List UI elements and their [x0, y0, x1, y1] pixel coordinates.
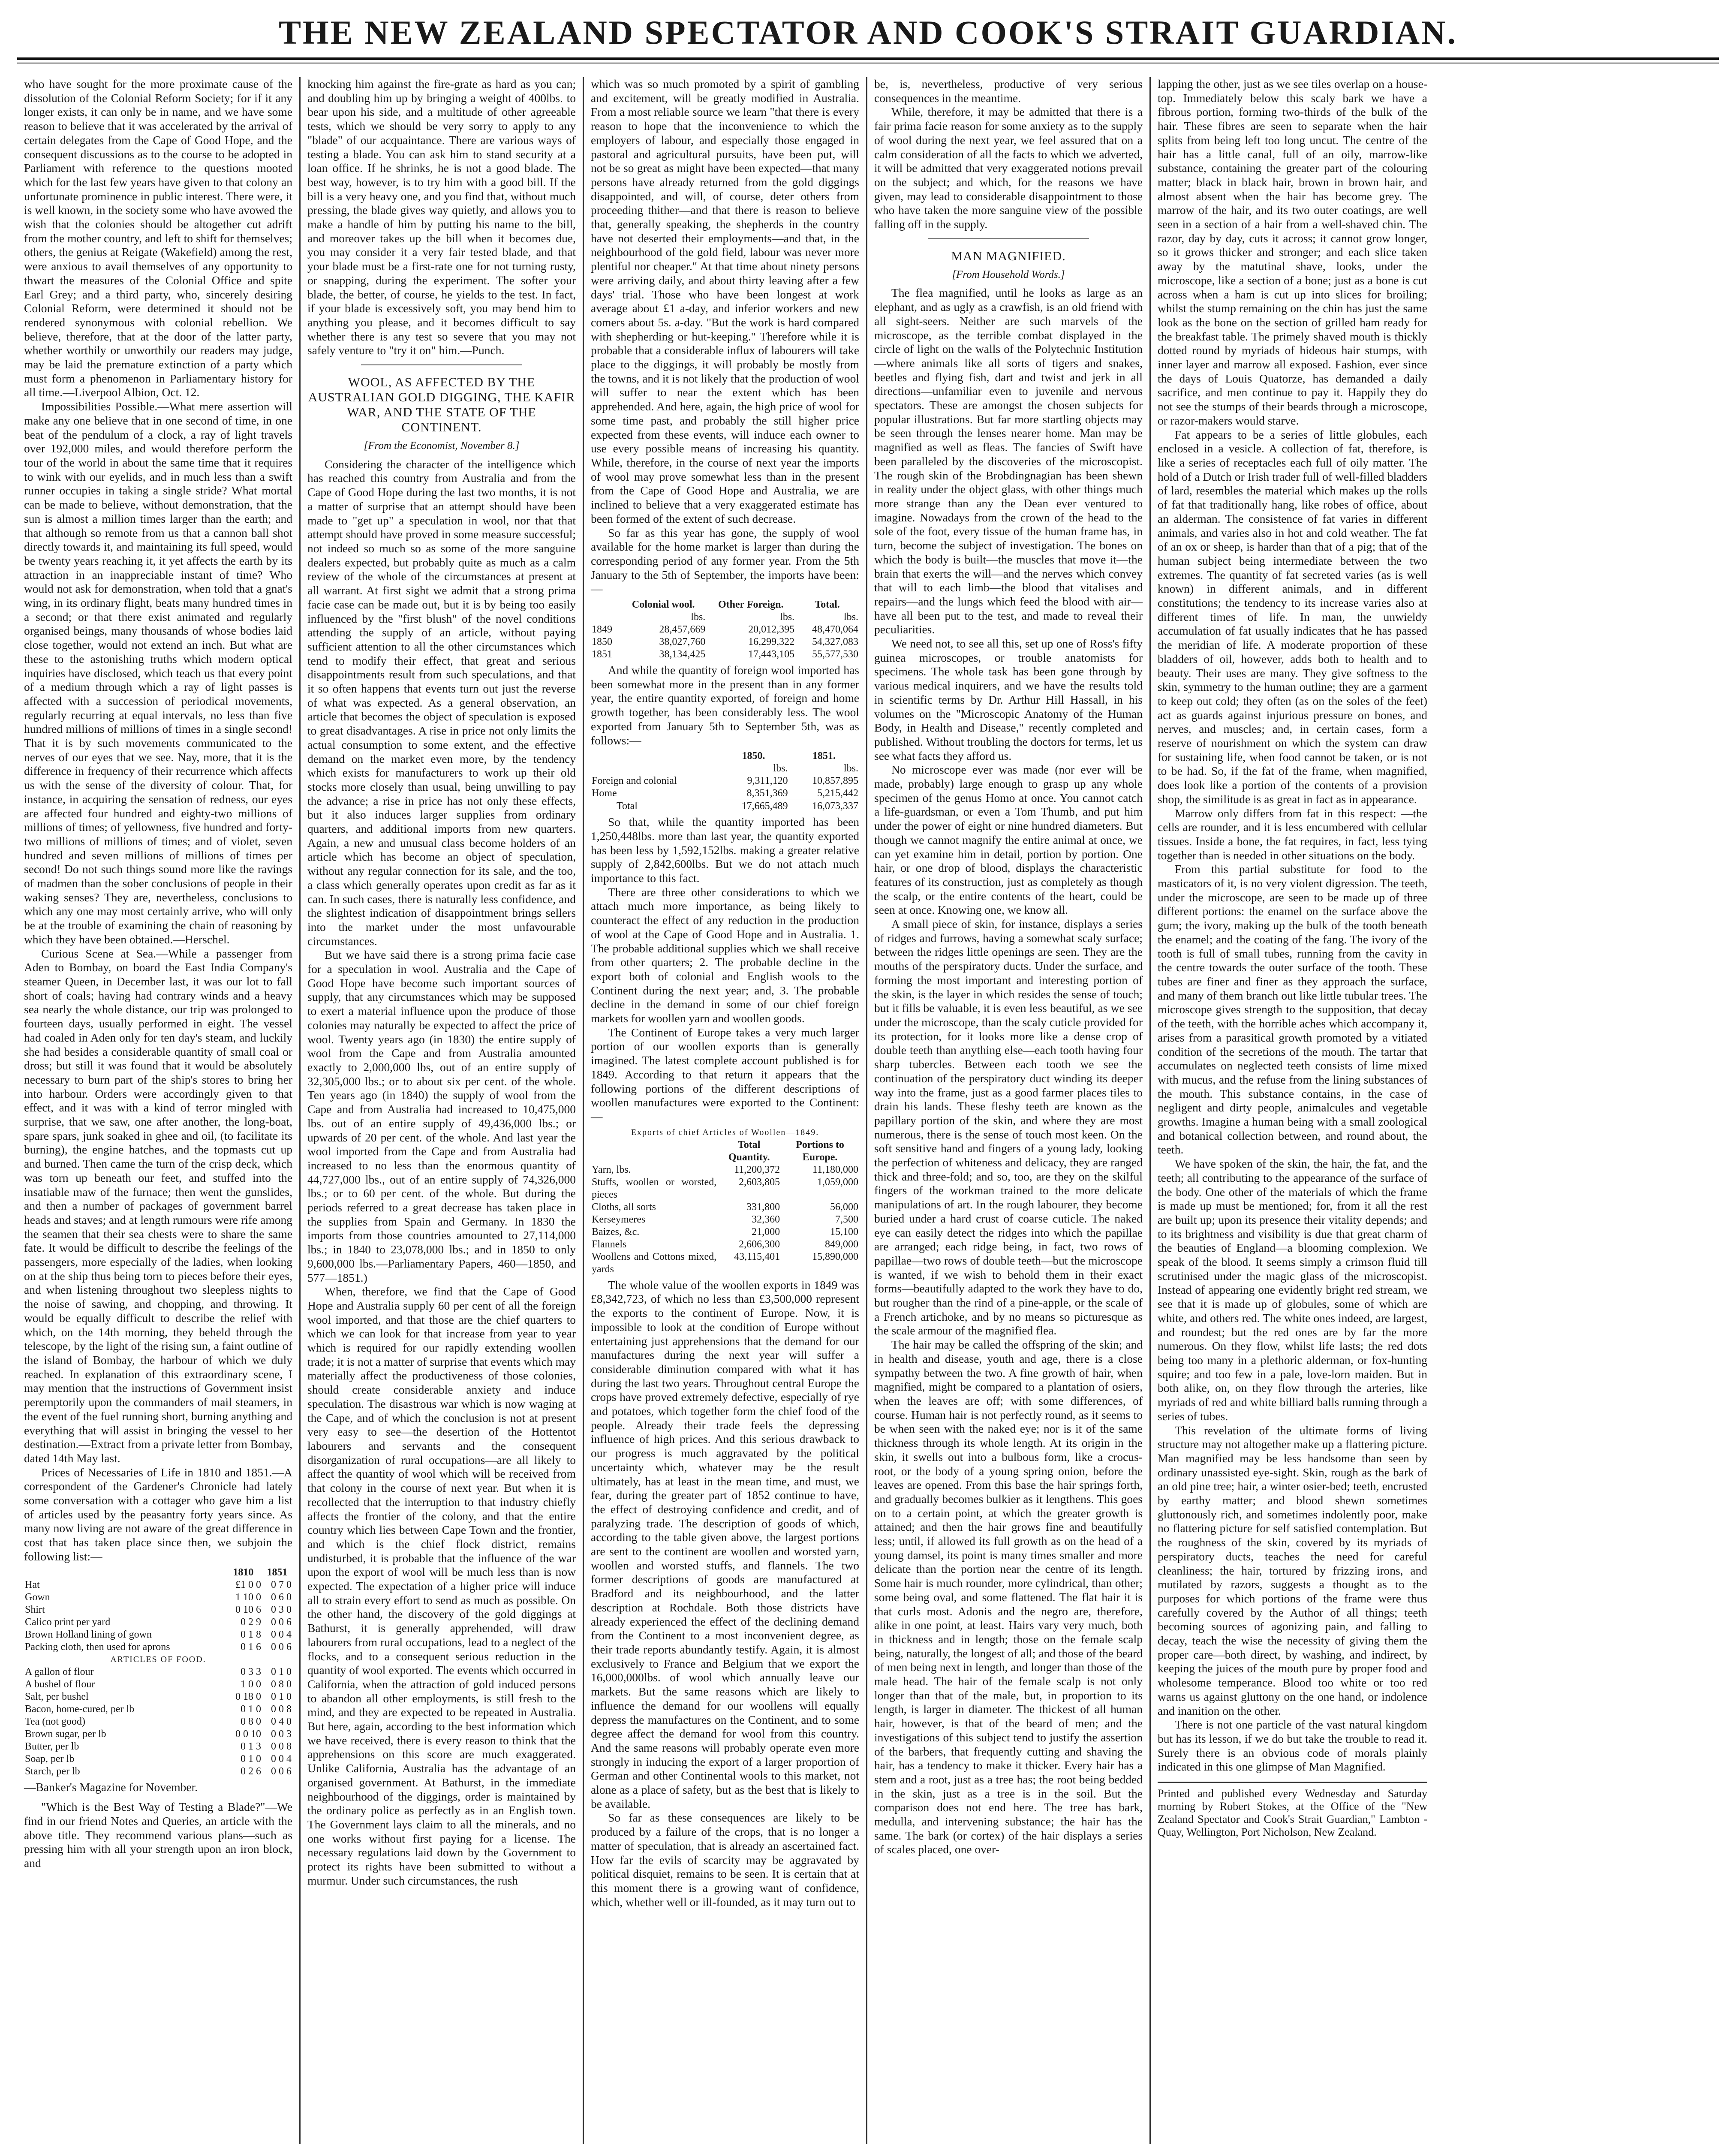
cell: 0 3 0 — [271, 1604, 292, 1615]
table-row — [591, 1164, 859, 1176]
cell: 11,200,372 — [734, 1164, 780, 1175]
cell: 0 1 0 — [241, 1703, 261, 1715]
article-source: [From Household Words.] — [952, 268, 1065, 280]
article-text: When, therefore, we find that the Cape of Good Hope and Australia supply 60 per cent of all the foreign wool imported, and that those are the chief quarters to which we can look for that increase from year to year which is required for our rapidly extending woollen trade; it is not a matter of surprise that events which may materially affect the productiveness of those colonies, should create considerable anxiety and induce speculation. The disastrous war which is now waging at the Cape, and of which the conclusion is not at present very easy to see—the desertion of the Hottentot labourers and servants and the consequent disorganization of rural occupations—are all likely to affect the quantity of wool which will be received from that colony in the course of next year. But when it is recollected that the interruption to that industry chiefly affects the frontier of the colony, and that the entire country which lies between Cape Town and the frontier, and which is the chief flock district, remains undisturbed, it is probable that the influence of the war upon the export of wool will be much less than is now expected. The expectation of a higher price will induce all to strain every effort to send as much as possible. On the other hand, the discovery of the gold diggings at Bathurst, it is generally apprehended, will draw labourers from rural occupations, lead to a neglect of the flocks, and to a consequent serious reduction in the quantity of wool exported. The events which occurred in California, when the attraction of gold induced persons to abandon all other employments, is still fresh to the mind, and they are expected to be repeated in Australia. But here, again, according to the best information which we have received, there is every reason to think that the apprehensions on this score are much exaggerated. Unlike California, Australia has the advantage of an organised government. At Bathurst, in the immediate neighbourhood of the diggings, order is maintained by the ordinary police as perfectly as in an English town. The Government lays claim to all the minerals, and no one works without first paying for a license. The necessary regulations laid down by the Government to protect its rights have been submitted to without a murmur. Under such circumstances, the rush — [307, 1285, 576, 1887]
row-label: Kerseymeres — [592, 1214, 646, 1225]
row-label: Shirt — [25, 1604, 45, 1615]
table-header — [24, 1566, 292, 1579]
cell: 0 1 3 — [241, 1740, 261, 1752]
row-label: Calico print per yard — [25, 1616, 111, 1628]
row-label: Brown Holland lining of gown — [25, 1629, 152, 1640]
article-text: No microscope ever was made (nor ever will be made, probably) large enough to grasp up any whole specimen of the genus Homo at once. You cannot catch a life-guardsman, or even a Tom Thumb, and put him under the power of eight or nine hundred diameters. But though we cannot magnify the entire animal at once, we can yet examine him in detail, portion by portion. One hair, or one drop of blood, displays the characteristic features of its construction, just as completely as though the scalp, or the entire contents of the heart, could be seen at once. Knowing one, we know all. — [874, 763, 1143, 917]
cell: 55,577,530 — [812, 649, 858, 660]
row-label: Packing cloth, then used for aprons — [25, 1641, 170, 1653]
wool-imports-table — [591, 599, 859, 661]
table-row — [591, 1238, 859, 1251]
column-3 — [584, 77, 867, 2144]
cell: 0 7 0 — [271, 1579, 292, 1590]
row-label: Stuffs, woollen or worsted, pieces — [592, 1176, 717, 1200]
row-label: 1851 — [592, 649, 612, 660]
column-header: 1850. — [742, 750, 765, 762]
cell: 10,857,895 — [812, 775, 858, 787]
table-subheader — [24, 1653, 292, 1666]
cell: 1,059,000 — [817, 1176, 858, 1188]
row-label: Brown sugar, per lb — [25, 1728, 106, 1740]
article-text: "Which is the Best Way of Testing a Blade?"—We find in our friend Notes and Queries, an article with the above title. They recommend various plans—such as pressing him with all your strength upon an iron block, and — [24, 1800, 292, 1870]
column-header: 1851 — [267, 1566, 288, 1578]
cell: 48,470,064 — [812, 624, 858, 635]
table-row — [24, 1740, 292, 1753]
cell: 9,311,120 — [747, 775, 788, 787]
column-5 — [1151, 77, 1434, 2144]
column-header: Total Quantity. — [728, 1139, 770, 1163]
article-headline: MAN MAGNIFIED. — [951, 249, 1066, 263]
table-total — [591, 800, 859, 813]
section-divider — [361, 364, 522, 365]
cell: 16,299,322 — [748, 636, 795, 648]
unit: lbs. — [773, 763, 788, 774]
table-row — [591, 787, 859, 800]
column-header: 1851. — [812, 750, 836, 762]
article-source: [From the Economist, November 8.] — [364, 440, 520, 452]
cell: 0 1 8 — [241, 1629, 261, 1640]
article-text: Considering the character of the intelligence which has reached this country from Australia and from the Cape of Good Hope during the last two months, it is not a matter of surprise that an attempt should have been made to "get up" a speculation in wool, nor that that attempt should have proved in some measure successful; not indeed so much so as some of the more sanguine dealers expected, but probably quite as much as a calm review of the whole of the circumstances at present at all warrant. At first sight we admit that a strong prima facie case can be made out, but it is by being too easily influenced by the "first blush" of the novel conditions attending the supply of an article, without paying sufficient attention to all the other circumstances which tend to modify their effect, that great and serious disappointments result from such speculations, and that it so often happens that events turn out just the reverse of what was expected. As a general observation, an article that becomes the object of speculation is exposed to great disadvantages. A rise in price not only limits the actual consumption to some extent, and the effective demand on the market even more, by the tendency which exists for manufacturers to work up their old stocks more closely than usual, being unwilling to pay the advance; a rise in price has not only these effects, but it also induces larger supplies from ordinary quarters, and additional imports from new quarters. Again, a new and unusual class become holders of an article which has become an object of speculation, without any regular connection for its sale, and the too, a class which generally operates upon credit as far as it can. In such cases, there is naturally less confidence, and the slightest indication of disappointment brings sellers into the market under the most unfavourable circumstances. — [307, 457, 576, 948]
cell: 0 0 4 — [271, 1753, 292, 1765]
cell: 28,457,669 — [659, 624, 706, 635]
row-label: Cloths, all sorts — [592, 1201, 656, 1213]
wool-exports-table — [591, 750, 859, 813]
column-header: 1810 — [233, 1566, 254, 1578]
table-row — [591, 1226, 859, 1238]
cell: 0 0 3 — [271, 1728, 292, 1740]
article-text: There are three other considerations to which we attach much more importance, as being likely to counteract the effect of any reduction in the production of wool at the Cape of Good Hope and in Australia. 1. The probable additional supplies which we shall receive from other quarters; 2. The probable decline in the export both of colonial and English wools to the Continent during the next year; and, 3. The probable decline in the demand in some of our chief foreign markets for woollen yarn and woollen goods. — [591, 885, 859, 1025]
table-row — [591, 1251, 859, 1276]
table-row — [24, 1691, 292, 1703]
cell: 0 18 0 — [235, 1691, 261, 1702]
table-row — [24, 1753, 292, 1765]
table-header — [591, 599, 859, 611]
article-text: There is not one particle of the vast natural kingdom but has its lesson, if we do but take the trouble to read it. Surely there is an obvious code of morals plainly indicated in this one glimpse of Man Magnified. — [1158, 1718, 1427, 1774]
cell: 2,603,805 — [739, 1176, 780, 1188]
cell: 56,000 — [830, 1201, 858, 1213]
unit: lbs. — [843, 763, 858, 774]
table-row — [24, 1703, 292, 1716]
row-label: Flannels — [592, 1238, 627, 1250]
table-row — [24, 1579, 292, 1591]
table-header — [591, 750, 859, 762]
table-row — [591, 1214, 859, 1226]
table-row — [591, 1176, 859, 1201]
cell: £1 0 0 — [235, 1579, 261, 1590]
row-label: Soap, per lb — [25, 1753, 75, 1765]
row-label: Foreign and colonial — [592, 775, 677, 787]
table-row — [591, 648, 859, 661]
table-row — [24, 1765, 292, 1778]
cell: 331,800 — [746, 1201, 780, 1213]
cell: 43,115,401 — [734, 1251, 780, 1262]
article-text: lapping the other, just as we see tiles overlap on a house-top. Immediately below this scaly bark we have a fibrous portion, forming two-thirds of the bulk of the hair. These fibres are seen to separate when the hair splits from being left too long uncut. The centre of the hair has a little canal, full of an oily, marrow-like substance, containing the greater part of the colouring matter; black in black hair, brown in brown hair, and almost absent when the hair has become grey. The marrow of the hair, and its two outer coatings, are well seen in a section of a hair from a well-shaved chin. The razor, day by day, cuts it across; it cannot grow longer, so it grows thicker and stronger; and each slice taken away by the matutinal shave, looks, under the microscope, like a section of a bone; just as a bone is cut across when a ham is cut up into slices for broiling; whilst the stump remaining on the chin has just the same look as the bone on the section of grilled ham ready for the breakfast table. The primely shaved mouth is thickly dotted round by myriads of hideous hair stumps, with inner layer and marrow all exposed. Fashion, ever since the days of Louis Quatorze, has demanded a daily sacrifice, and men continue to pay it. Happily they do not see the stumps of their beards through a microscope, or razor-makers would starve. — [1158, 77, 1427, 427]
masthead — [17, 12, 1719, 53]
cell: 0 2 9 — [241, 1616, 261, 1628]
article-text: Marrow only differs from fat in this respect: —the cells are rounder, and it is less encumbered with cellular tissues. Inside a bone, the fat requires, in fact, less tying together than is needed in other situations on the body. — [1158, 806, 1427, 862]
table-row — [591, 1201, 859, 1214]
publisher-imprint: Printed and published every Wednesday and Saturday morning by Robert Stokes, at the Office of the "New Zealand Spectator and Cook's Strait Guardian," Lambton - Quay, Wellington, Port Nicholson, New Zealand. — [1158, 1782, 1427, 1839]
article-text: which was so much promoted by a spirit of gambling and excitement, will be greatly modified in Australia. From a most reliable source we learn "that there is every reason to hope that the inconvenience to which the employers of labour, and especially those engaged in pastoral and agricultural pursuits, have been put, will not be so great as might have been expected—that many persons have already returned from the gold diggings disappointed, and will, of course, deter others from proceeding thither—and that there is reason to believe that, generally speaking, the shepherds in the country have not deserted their employments—and that, in the neighbourhood of the gold field, labour was never more plentiful nor cheaper." At that time about ninety persons were arriving daily, and about thirty leaving after a few days' trial. Those who have been longest at work average about £1 a-day, and inferior workers and new comers about 5s. a-day. "But the work is hard compared with shepherding or hut-keeping." Therefore while it is probable that a considerable influx of labourers will take place to the diggings, it will probably be mostly from the towns, and it is not likely that the production of wool will suffer to near the extent which has been apprehended. And here, again, the high price of wool for some time past, and probably the still higher price expected from these events, will induce each owner to use every possible means of increasing his quantity. While, therefore, in the course of next year the imports of wool may prove somewhat less than in the present from the Cape of Good Hope and Australia, we are inclined to believe that a very exaggerated estimate has been formed of the extent of such decrease. — [591, 77, 859, 525]
subheader: ARTICLES OF FOOD. — [110, 1654, 206, 1664]
row-label: Butter, per lb — [25, 1740, 79, 1752]
article-text: So far as these consequences are likely to be produced by a failure of the crops, that is no longer a matter of speculation, that is already an ascertained fact. How far the evils of scarcity may be aggravated by political disquiet, remains to be seen. It is certain that at this moment there is a growing want of confidence, which, whether well or ill-founded, as it may turn out to — [591, 1811, 859, 1909]
column-header: Colonial wool. — [632, 599, 695, 611]
cell: 54,327,083 — [812, 636, 858, 648]
article-text: The flea magnified, until he looks as large as an elephant, and as ugly as a crawfish, is an old friend with all sight-seers. Neither are such marvels of the microscope, as the terrible combat displayed in the circle of light on the walls of the Polytechnic Institution—where animals like all sorts of tigers and snakes, beetles and flying fish, dart and twist and jerk in all directions—unfamiliar even to juvenile and nervous spectators. These are amongst the chosen subjects for popular illustrations. But far more startling objects may be seen through the lenses nearer home. Man may be magnified as well as fleas. The fancies of Swift have been paralleled by the discoveries of the microscopist. The rough skin of the Brobdingnagian has been shewn in reality under the object glass, with other things much more strange than any the Dean ever ventured to imagine. Nowadays from the crown of the head to the sole of the foot, every tissue of the human frame has, in turn, become the subject of investigation. The bones on which the body is built—the muscles that move it—the brain that exerts the will—and the nerves which convey that will to each limb—the blood that vitalises and repairs—and the lungs which feed the blood with air—have all been put to the test, and made to reveal their peculiarities. — [874, 286, 1143, 636]
row-label: A bushel of flour — [25, 1678, 95, 1690]
cell: 0 1 0 — [271, 1666, 292, 1677]
article-text: But we have said there is a strong prima facie case for a speculation in wool. Australia and the Cape of Good Hope have become such important sources of supply, that any circumstances which may be supposed to exert a material influence upon the produce of those colonies may naturally be expected to affect the price of wool. Twenty years ago (in 1830) the entire supply of wool from the Cape and from Australia amounted exactly to 2,000,000 lbs, out of an entire supply of 32,305,000 lbs.; or to about six per cent. of the whole. Ten years ago (in 1840) the supply of wool from the Cape and from Australia had increased to 10,475,000 lbs. out of an entire supply of 49,436,000 lbs.; or upwards of 20 per cent. of the whole. And last year the wool imported from the Cape and from Australia had increased to no less than the enormous quantity of 44,727,000 lbs., out of an entire supply of 74,326,000 lbs.; or to 60 per cent. of the whole. But during the periods referred to a great decrease has taken place in the supplies from Spain and Germany. In 1830 the imports from those countries amounted to 27,114,000 lbs.; in 1840 to 23,078,000 lbs.; and in 1850 to only 9,600,000 lbs.—Parliamentary Papers, 460—1850, and 577—1851.) — [307, 948, 576, 1284]
cell: 17,443,105 — [748, 649, 795, 660]
article-text: A small piece of skin, for instance, displays a series of ridges and furrows, having a somewhat scaly surface; between the ridges little openings are seen. They are the mouths of the perspiratory ducts. Under the surface, and forming the most important and interesting portion of the skin, is the layer in which resides the sense of touch; but it fills be valuable, it is even less beautiful, as we see under the microscope, than the scaly cuticle provided for its protection, for it looks more like a dense crop of double teeth than anything else—each tooth having four sharp tubercles. Between each tooth we see the continuation of the perspiratory duct winding its deeper way into the frame, just as a good farmer places tiles to drain his lands. These fleshy teeth are known as the papillary portion of the skin, and where they are most numerous, there is the sense of touch most keen. On the soft sensitive hand and fingers of a young lady, looking the perfection of whiteness and delicacy, they are ranged thick and three-fold; and so, too, are they on the skilful fingers of the workman trained to the more delicate manipulations of art. In the rough labourer, they become buried under a hard crust of coarse cuticle. The naked eye can easily detect the ridges into which the papillae are arranged; each ridge being, in fact, two rows of papillae—two rows of double teeth—but the microscope is wanted, if we wish to behold them in their exact forms—beautifully adapted to the work they have to do, but rougher than the rind of a pine-apple, or the scale of a French artichoke, and by no means so picturesque as the scale armour of the magnified flea. — [874, 917, 1143, 1337]
table-row — [24, 1728, 292, 1740]
cell: 15,100 — [830, 1226, 858, 1238]
table-row — [591, 775, 859, 787]
masthead-rule-thick — [17, 57, 1719, 60]
cell: 0 0 6 — [271, 1641, 292, 1653]
table-row — [591, 623, 859, 636]
row-label: 1849 — [592, 624, 612, 635]
cell: 1 0 0 — [241, 1678, 261, 1690]
row-label: Woollens and Cottons mixed, yards — [592, 1251, 717, 1275]
cell: 21,000 — [752, 1226, 780, 1238]
unit: lbs. — [780, 611, 795, 623]
article-source: —Banker's Magazine for November. — [24, 1780, 198, 1794]
table-units — [591, 762, 859, 775]
column-4 — [867, 77, 1151, 2144]
row-label: Salt, per bushel — [25, 1691, 89, 1702]
row-label: Tea (not good) — [25, 1716, 85, 1727]
article-text: Fat appears to be a series of little globules, each enclosed in a vesicle. A collection of fat, therefore, is like a series of receptacles each full of oily matter. The hold of a Dutch or Irish trader full of well-filled bladders of lard, resembles the material which makes up the rolls of fat that traditionally hang, like robes of office, about an alderman. The consistence of fat varies in different animals, and varies also in hot and cold weather. The fat of an ox or sheep, is harder than that of a pig; that of the human subject being intermediate between the two extremes. The quantity of fat secreted varies (as is well known) in different animals, and in different constitutions; the tendency to its increase varies also at different times of life. In man, the unwieldy accumulation of fat usually indicates that he has passed the meridian of life. A moderate proportion of these bladders of oil, however, adds both to health and to beauty. Their uses are many. They give softness to the skin, symmetry to the human outline; they are a garment to keep out cold; they often (as on the soles of the feet) act as guards against injurious pressure on bones, and nerves, and muscles; and, in certain cases, form a reserve of nourishment on which the system can draw for sustaining life, when food cannot be taken, or is not to be had. So, if the fat of the frame, when magnified, does look like a portion of the contents of a provision shop, the similitude is as great in fact as in appearance. — [1158, 428, 1427, 806]
article-text: And while the quantity of foreign wool imported has been somewhat more in the present than in any former year, the entire quantity exported, of foreign and home growth together, has been considerably less. The wool exported from January 5th to September 5th, was as follows:— — [591, 663, 859, 747]
newspaper-title: THE NEW ZEALAND SPECTATOR AND COOK'S STRAIT GUARDIAN. — [279, 14, 1457, 51]
article-text: We need not, to see all this, set up one of Ross's fifty guinea microscopes, or trouble anatomists for specimens. The whole task has been gone through by various medical inquirers, and we have the results told in scientific terms by Dr. Arthur Hill Hassall, in his volumes on the "Microscopic Anatomy of the Human Body, in Health and Disease," recently completed and published. Without troubling the doctors for terms, let us see what facts they afford us. — [874, 637, 1143, 762]
cell: 7,500 — [835, 1214, 858, 1225]
cell: 8,351,369 — [746, 788, 788, 799]
article-text: knocking him against the fire-grate as hard as you can; and doubling him up by bringing a weight of 400lbs. to bear upon his side, and a multitude of other agreeable tests, which we should be very sorry to apply to any "blade" of our acquaintance. There are various ways of testing a blade. You can ask him to stand security at a loan office. If he shrinks, he is not a good blade. The best way, however, is to try him with a good bill. If the bill is a very heavy one, and you find that, without much pressing, the blade gives way quietly, and allows you to make a handle of him by putting his name to the bill, and moreover takes up the bill when it becomes due, you may consider it a very fair tested blade, and that your blade must be a first-rate one for not turning rusty, or snapping, during the experiment. The softer your blade, the better, of course, he yields to the test. In fact, if your blade is excessively soft, you may bend him to anything you please, and it becomes difficult to say whether there is any test so severe that you may not safely venture to "try it on" him.—Punch. — [307, 77, 576, 357]
row-label: Starch, per lb — [25, 1765, 80, 1777]
section-divider — [928, 238, 1089, 239]
unit: lbs. — [843, 611, 858, 623]
cell: 16,073,337 — [789, 800, 859, 813]
cell: 1 10 0 — [235, 1591, 261, 1603]
row-label: A gallon of flour — [25, 1666, 94, 1677]
row-label: Gown — [25, 1591, 50, 1603]
cell: 0 1 6 — [241, 1641, 261, 1653]
article-text: While, therefore, it may be admitted that there is a fair prima facie reason for some anxiety as to the supply of wool during the next year, we feel assured that on a calm consideration of all the facts to which we adverted, it will be admitted that very exaggerated notions prevail on the subject; and which, for the reasons we have given, may lead to considerable disappointment to those who have taken the more sanguine view of the possible falling off in the supply. — [874, 105, 1143, 231]
table-row — [24, 1604, 292, 1616]
unit: lbs. — [691, 611, 706, 623]
column-header: Other Foreign. — [718, 599, 784, 611]
column-1 — [17, 77, 301, 2144]
cell: 0 4 0 — [271, 1716, 292, 1727]
cell: 0 1 0 — [271, 1691, 292, 1702]
article-text: So that, while the quantity imported has been 1,250,448lbs. more than last year, the quantity exported has been less by 1,592,152lbs. making a greater relative supply of 2,842,600lbs. But we do not attach much importance to this fact. — [591, 815, 859, 885]
cell: 0 1 0 — [241, 1753, 261, 1765]
article-text: The hair may be called the offspring of the skin; and in health and disease, youth and age, there is a close sympathy between the two. A fine growth of hair, when magnified, might be compared to a plantation of osiers, when the leaves are off; with some differences, of course. Human hair is not perfectly round, as it seems to be when seen with the naked eye; nor is it of the same thickness through its whole length. At its origin in the skin, it swells out into a bulbous form, like a crocus-root, or the body of a young spring onion, before the leaves are opened. From this base the hair springs forth, and gradually becomes bulkier as it lengthens. This goes on to a certain point, at which the greater growth is attained; and then the hair grows fine and beautifully less; until, if allowed its full growth as on the head of a young damsel, its point is many times smaller and more delicate than the portion near the centre of its length. Some hair is much rounder, more cylindrical, than other; some being oval, and some flattened. The flat hair it is that curls most. Adonis and the negro are, therefore, alike in one point, at least. Hairs vary very much, both in thickness and in length; those on the female scalp being, naturally, the longest of all; and those of the beard of men being next in length, and longer than those of the male head. The hair of the female scalp is not only longer than that of the male, but, in proportion to its length, is larger in diameter. The thickest of all human hair, however, is that of the beard of men; and the investigations of this subject tend to justify the assertion of the barbers, that frequently cutting and shaving the hair, has a tendency to make it thicker. Every hair has a stem and a root, just as a tree has; the root being bedded in the skin, just as a tree is in the soil. But the comparison does not end here. The tree has bark, medulla, and intervening substance; the hair has the same. The bark (or cortex) of the hair displays a series of scales placed, one over- — [874, 1338, 1143, 1856]
cell: 2,606,300 — [739, 1238, 780, 1250]
article-text: who have sought for the more proximate cause of the dissolution of the Colonial Reform Society; for if it any longer exists, it can only be in name, and we have some reason to believe that it was accelerated by the arrival of certain delegates from the Cape of Good Hope, and the consequent discussions as to the course to be adopted in Parliament with reference to the questions mooted which for the last few years have given to that colony an unfortunate prominence in public interest. There were, it is well known, in the society some who have avowed the wish that the colonies should be altogether cut adrift from the mother country, and left to shift for themselves; others, the genius at Reigate (Wakefield) among the rest, were anxious to avail themselves of any opportunity to thwart the measures of the Colonial Office and spite Earl Grey; and a third party, who, sincerely desiring Colonial Reform, were determined it should not be rendered synonymous with colonial rebellion. We believe, therefore, that at the door of the latter party, whether worthily or unworthily our readers may judge, may be laid the premature extinction of a party which must form a phenomenon in Parliamentary history for all time.—Liverpool Albion, Oct. 12. — [24, 77, 292, 399]
row-label: Home — [592, 788, 617, 799]
cell: 849,000 — [825, 1238, 858, 1250]
cell: 0 6 0 — [271, 1591, 292, 1603]
table-row — [24, 1641, 292, 1653]
row-label: 1850 — [592, 636, 612, 648]
cell: 0 0 8 — [271, 1703, 292, 1715]
table-title — [591, 1126, 859, 1139]
cell: 0 0 10 — [235, 1728, 261, 1740]
cell: 0 2 6 — [241, 1765, 261, 1777]
row-label: Total — [617, 800, 638, 812]
prices-table — [24, 1566, 292, 1778]
article-text: Impossibilities Possible.—What mere assertion will make any one believe that in one second of time, in one beat of the pendulum of a clock, a ray of light travels over 192,000 miles, and would therefore perform the tour of the world in about the same time that it requires to wink with our eyelids, and in much less than a swift runner occupies in taking a single stride? What mortal can be made to believe, without demonstration, that the sun is almost a million times larger than the earth; and that although so remote from us that a cannon ball shot directly towards it, and maintaining its full speed, would be twenty years reaching it, it yet affects the earth by its attraction in an inappreciable instant of time? Who would not ask for demonstration, when told that a gnat's wing, in its ordinary flight, beats many hundred times in a second; or that there exist animated and regularly organised beings, many thousands of whose bodies laid close together, would not extend an inch. But what are these to the astonishing truths which modern optical inquiries have disclosed, which teach us that every point of a medium through which a ray of light passes is affected with a succession of periodical movements, regularly recurring at equal intervals, no less than five hundred millions of millions of times in a single second! That it is by such movements communicated to the nerves of our eyes that we see. Nay, more, that it is the difference in frequency of their recurrence which affects us with the sense of the diversity of colour. That, for instance, in acquiring the sensation of redness, our eyes are affected four hundred and eighty-two millions of millions of times; of yellowness, five hundred and forty-two millions of millions of times; and of violet, seven hundred and seven millions of millions of times per second! Do not such things sound more like the ravings of madmen than the sober conclusions of people in their waking senses? They are, nevertheless, conclusions to which any one may most certainly arrive, who will only be at the trouble of examining the chain of reasoning by which they have been obtained.—Herschel. — [24, 400, 292, 946]
row-label: Baizes, &c. — [592, 1226, 640, 1238]
table-row — [24, 1716, 292, 1728]
article-text: We have spoken of the skin, the hair, the fat, and the teeth; all contributing to the appearance of the surface of the body. One other of the materials of which the frame is made up must be mentioned; for, from it all the rest are built up; upon its presence their vitality depends; and to its brightness and visibility is due that great charm of the beauties of England—a blooming complexion. We speak of the blood. It seems simply a crimson fluid till scrutinised under the magic glass of the microscopist. Instead of appearing one evidently bright red stream, we see that it is made up of globules, some of which are white, and others red. The white ones indeed, are largest, and roundest; but the red ones are by far the more numerous. On they flow, whilst life lasts; the red dots being too many in a plethoric alderman, or fox-hunting squire; and too few in a pale, love-lorn maiden. But in both alike, on, on they flow through the arteries, like myriads of red and white billiard balls running through a series of tubes. — [1158, 1157, 1427, 1423]
row-label: Bacon, home-cured, per lb — [25, 1703, 135, 1715]
article-headline: WOOL, AS AFFECTED BY THE AUSTRALIAN GOLD DIGGING, THE KAFIR WAR, AND THE STATE OF THE CONTINENT. — [308, 375, 575, 435]
cell: 5,215,442 — [817, 788, 858, 799]
cell: 0 0 6 — [271, 1765, 292, 1777]
article-text: So far as this year has gone, the supply of wool available for the home market is larger than during the corresponding period of any former year. From the 5th January to the 5th of September, the imports have been:— — [591, 526, 859, 596]
woollen-exports-table — [591, 1126, 859, 1276]
cell: 20,012,395 — [748, 624, 795, 635]
cell: 38,134,425 — [659, 649, 706, 660]
table-row — [24, 1678, 292, 1691]
article-text: From this partial substitute for food to the masticators of it, is no very violent digression. The teeth, under the microscope, are seen to be made up of three different portions: the enamel on the surface above the gum; the ivory, making up the bulk of the tooth beneath the enamel; and the coating of the fang. The ivory of the tooth is full of small tubes, running from the cavity in the centre towards the outer surface of the tooth. These tubes are finer and finer as they approach the surface, and many of them branch out like little tubular trees. The microscope gives strength to the supposition, that decay of the teeth, with the horrible aches which accompany it, arises from a parasitical growth promoted by a vitiated condition of the secretions of the mouth. The tartar that accumulates on neglected teeth consists of lime mixed with mucus, and the refuse from the lining substances of the mouth. This substance contains, in the case of negligent and dirty people, animalcules and vegetable growths. Imagine a human being with a small zoological and botanical collection between, and round about, the teeth. — [1158, 862, 1427, 1156]
cell: 0 8 0 — [271, 1678, 292, 1690]
cell: 17,665,489 — [718, 800, 788, 813]
article-text: The Continent of Europe takes a very much larger portion of our woollen exports than is generally imagined. The latest complete account published is for 1849. According to that return it appears that the following portions of the different descriptions of woollen manufactures were exported to the Continent:— — [591, 1025, 859, 1123]
column-header: Total. — [815, 599, 840, 611]
table-row — [24, 1591, 292, 1604]
cell: 0 0 4 — [271, 1629, 292, 1640]
cell: 0 0 6 — [271, 1616, 292, 1628]
column-2 — [301, 77, 584, 2144]
cell: 0 0 8 — [271, 1740, 292, 1752]
table-caption: Exports of chief Articles of Woollen—1849. — [631, 1127, 819, 1137]
row-label: Yarn, lbs. — [592, 1164, 631, 1175]
table-units — [591, 611, 859, 623]
column-header: Portions to Europe. — [796, 1139, 844, 1163]
row-label: Hat — [25, 1579, 40, 1590]
cell: 0 3 3 — [241, 1666, 261, 1677]
cell: 32,360 — [752, 1214, 780, 1225]
table-row — [591, 636, 859, 648]
cell: 38,027,760 — [659, 636, 706, 648]
cell: 11,180,000 — [812, 1164, 858, 1175]
table-row — [24, 1666, 292, 1678]
table-row — [24, 1616, 292, 1629]
article-text: This revelation of the ultimate forms of living structure may not altogether make up a flattering picture. Man magnified may be less handsome than seen by ordinary unassisted eye-sight. Skin, rough as the bark of an old pine tree; hair, a winter osier-bed; teeth, encrusted by earthy matter; and blood shewn sometimes gluttonously rich, and sometimes indolently poor, make no flattering picture for self satisfied contemplation. But the roughness of the skin, covered by its myriads of perspiratory ducts, teaches the need for careful cleanliness; the hair, tortured by frizzing irons, and mutilated by razors, suggests a thought as to the purposes for which portions of the frame were thus carefully covered by the Author of all things; teeth becoming sources of agonizing pain, and falling to decay, teach the wise the necessity of giving them the proper care—both direct, by washing, and indirect, by keeping the juices of the mouth pure by proper food and wholesome temperance. Blood too white or too red warns us against gluttony on the one hand, or indolence and inanition on the other. — [1158, 1423, 1427, 1717]
cell: 0 8 0 — [241, 1716, 261, 1727]
article-text: Prices of Necessaries of Life in 1810 and 1851.—A correspondent of the Gardener's Chronicle had lately some conversation with a cottager who gave him a list of articles used by the peasantry forty years since. As many now living are not aware of the great difference in cost that has taken place since then, we subjoin the following list:— — [24, 1465, 292, 1563]
article-text: The whole value of the woollen exports in 1849 was £8,342,723, of which no less than £3,500,000 represent the exports to the continent of Europe. Now, it is impossible to look at the condition of Europe without entertaining just apprehensions that the demand for our manufactures during the next year will suffer a considerable diminution compared with what it has during the last two years. Throughout central Europe the crops have proved extremely defective, especially of rye and potatoes, which together form the chief food of the people. Already their trade feels the depressing influence of high prices. And this serious drawback to our progress is much aggravated by the political uncertainty which, whatever may be the result ultimately, has at least in the mean time, and must, we fear, during the greater part of 1852 continue to have, the effect of destroying confidence and credit, and of paralyzing trade. The description of goods of which, according to the table given above, the largest portions are sent to the continent are woollen and worsted yarn, woollen and worsted stuffs, and flannels. The two former descriptions of goods are manufactured at Bradford and its neighbourhood, and the latter description at Rochdale. Both those districts have already experienced the effect of the declining demand from the Continent to a most inconvenient degree, as their trade reports abundantly testify. Again, it is almost exclusively to France and Belgium that we export the 16,000,000lbs. of wool which annually leave our markets. But the same reasons which are likely to influence the demand for our woollens will equally depress the manufactures on the Continent, and to some degree affect the demand for wool from this country. And the same reasons will probably operate even more strongly in inducing the export of a larger proportion of German and other Continental wools to this market, not alone as a place of safety, but as the best that is likely to be available. — [591, 1278, 859, 1810]
cell: 15,890,000 — [812, 1251, 858, 1262]
cell: 0 10 6 — [235, 1604, 261, 1615]
table-header — [591, 1139, 859, 1164]
table-row — [24, 1629, 292, 1641]
article-text: be, is, nevertheless, productive of very serious consequences in the meantime. — [874, 77, 1143, 105]
article-text: Curious Scene at Sea.—While a passenger from Aden to Bombay, on board the East India Company's steamer Queen, in December last, it was our lot to fall short of coals; having had contrary winds and a heavy sea nearly the whole distance, our trip was prolonged to fourteen days, usually performed in eight. The vessel had coaled in Aden only for ten day's steam, and luckily she had besides a considerable quantity of small coal or dross; but still it was found that it would be absolutely necessary to burn part of the ship's stores to bring her into harbour. Orders were accordingly given to that effect, and it was with a kind of terror mingled with surprise, that we saw, one after another, the long-boat, spare spars, junk soaked in ghee and oil, (to facilitate its burning), the engine hatches, and the topmasts cut up and burned. Then came the turn of the crisp deck, which was torn up beneath our feet, and stuffed into the insatiable maw of the furnace; then went the gunslides, and then a number of packages of government barrel heads and staves; and at length rumours were rife among the seamen that their sea chests were to share the same fate. It would be difficult to describe the feelings of the passengers, more especially of the ladies, when looking on at the ship thus being torn to pieces before their eyes, and when listening throughout two sleepless nights to the noise of sawing, and chopping, and throwing. It would be equally difficult to describe the relief with which, on the 14th morning, they beheld through the telescope, by the light of the rising sun, a faint outline of the island of Bombay, the harbour of which we duly reached. In explanation of this extraordinary scene, I may mention that the instructions of Government insist peremptorily upon the commanders of mail steamers, in the event of the fuel running short, burning anything and everything that will assist in bringing the vessel to her destination.—Extract from a private letter from Bombay, dated 14th May last. — [24, 946, 292, 1465]
columns — [17, 77, 1719, 2144]
